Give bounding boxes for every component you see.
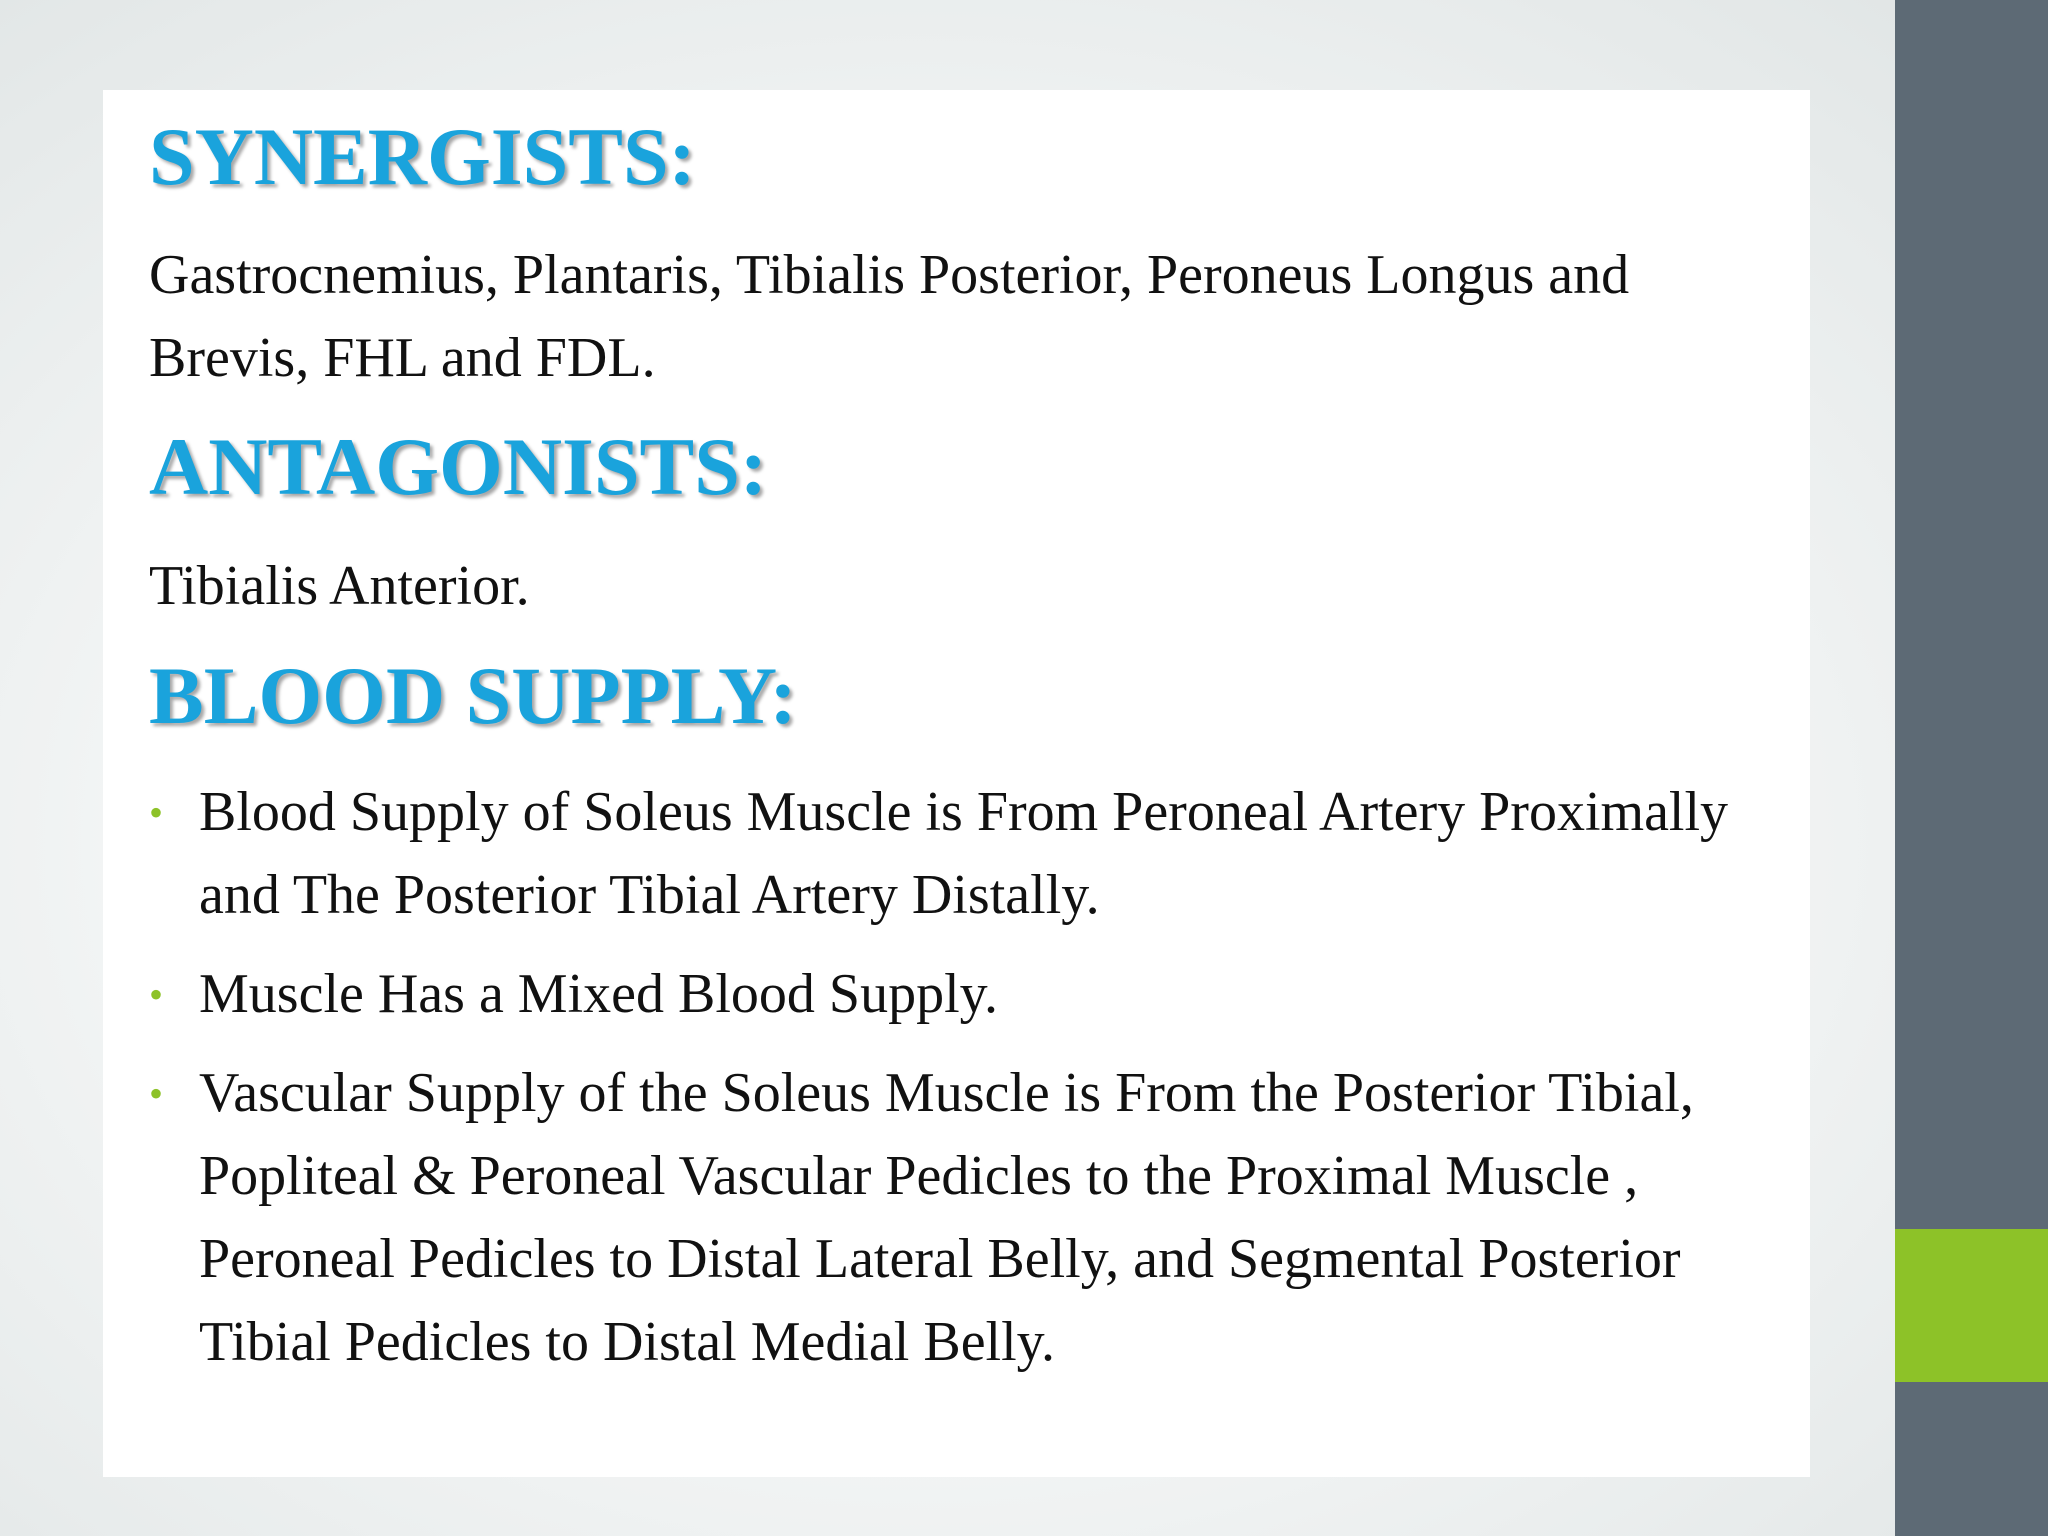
- antagonists-heading: ANTAGONISTS:: [149, 421, 768, 512]
- slide-content-panel: [103, 90, 1810, 1477]
- blood-supply-heading: BLOOD SUPPLY:: [149, 650, 797, 741]
- sidebar-accent-block: [1895, 1229, 2048, 1382]
- bullet-icon: •: [149, 972, 164, 1017]
- synergists-heading: SYNERGISTS:: [149, 111, 696, 202]
- synergists-body: Gastrocnemius, Plantaris, Tibialis Posterior, Peroneus Longus and Brevis, FHL and FDL.: [149, 244, 1630, 389]
- list-item-text: Vascular Supply of the Soleus Muscle is From the Posterior Tibial, Popliteal & Peroneal Vascular Pedicles to the Proximal Muscle , Peroneal Pedicles to Distal Lateral Belly, and Segmental Posterior Tibial Pedicles to Distal Medial Belly.: [199, 1062, 1694, 1373]
- list-item-text: Blood Supply of Soleus Muscle is From Peroneal Artery Proximally and The Posterior Tibial Artery Distally.: [199, 781, 1729, 926]
- bullet-icon: •: [149, 1071, 164, 1116]
- list-item-text: Muscle Has a Mixed Blood Supply.: [199, 963, 998, 1025]
- bullet-icon: •: [149, 790, 164, 835]
- antagonists-body: Tibialis Anterior.: [149, 555, 530, 617]
- list-item: [149, 771, 1794, 937]
- blood-supply-list: [149, 771, 1794, 1400]
- list-item: [149, 1052, 1794, 1384]
- list-item: [149, 953, 1794, 1036]
